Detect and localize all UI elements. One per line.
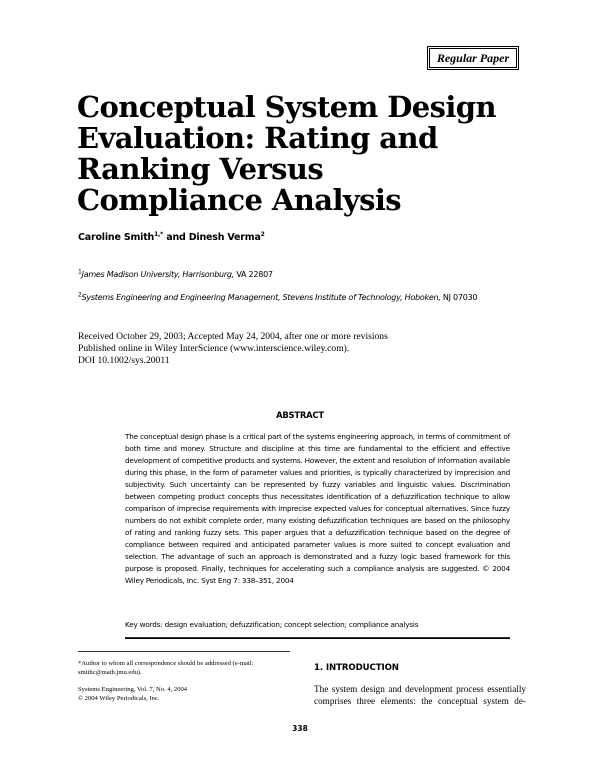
abstract-body: The conceptual design phase is a critical part of the systems engineering approach, in terms of commitment of both time and money. Structure and discipline at this time are fundamental to the efficient and effective development of competitive products and systems. However, the extent and resolution of information available during this phase, in the form of parameter values and priorities, is typically characterized by imprecision and subjectivity. Such uncertainty can be represented by fuzzy variables and linguistic values. Discrimination between competing product concepts thus necessitates identification of a defuzzification technique to allow comparison of imprecise requirements with imprecise expected values for conceptual alternatives. Since fuzzy numbers do not exhibit complete order, many existing defuzzification techniques are based on the philosophy of rating and ranking fuzzy sets. This paper argues that a defuzzification technique based on the degree of compliance between required and anticipated parameter values is more suited to concept evaluation and selection. The advantage of such an approach is demonstrated and a fuzzy logic based framework for this purpose is proposed. Finally, techniques for accelerating such a compliance analysis are suggested. © 2004 Wiley Periodicals, Inc. Syst Eng 7: 338–351, 2004 — [125, 432, 510, 585]
journal-info — [78, 686, 187, 703]
published-line: Published online in Wiley InterScience (www.interscience.wiley.com). — [78, 343, 350, 354]
title-line: Evaluation: Rating and — [77, 121, 438, 155]
author-marker: 1,* — [154, 230, 164, 238]
paper-title — [77, 92, 557, 216]
author-name: Dinesh Verma — [188, 232, 261, 243]
introduction-body — [314, 683, 526, 707]
publication-info — [78, 331, 388, 367]
doi-line: DOI 10.1002/sys.20011 — [78, 355, 170, 366]
affiliation-zip: NJ 07030 — [442, 293, 478, 302]
title-line: Ranking Versus — [77, 152, 324, 186]
section-heading-introduction: 1. INTRODUCTION — [314, 663, 399, 673]
affiliation-marker: 1 — [78, 268, 82, 276]
author-marker: 2 — [260, 230, 265, 238]
affiliation-text: James Madison University, Harrisonburg, — [81, 270, 237, 279]
title-line: Conceptual System Design — [77, 90, 496, 124]
affiliation — [78, 293, 477, 302]
keywords: Key words: design evaluation; defuzzification; concept selection; compliance analysis — [125, 620, 419, 629]
affiliation-marker: 2 — [78, 291, 82, 299]
abstract-heading: ABSTRACT — [276, 410, 324, 420]
affiliation-zip: VA 22807 — [236, 270, 273, 279]
journal-copyright: © 2004 Wiley Periodicals, Inc. — [78, 694, 160, 702]
intro-line: The system design and development process essentially — [314, 684, 526, 694]
paper-type-badge: Regular Paper — [427, 46, 519, 70]
intro-line: comprises three elements: the conceptual system de- — [314, 696, 526, 706]
title-line: Compliance Analysis — [77, 183, 402, 217]
author-connector: and — [163, 232, 189, 243]
author-list — [78, 232, 265, 243]
page-number: 338 — [292, 724, 308, 733]
received-line: Received October 29, 2003; Accepted May 24, 2004, after one or more revisions — [78, 331, 388, 342]
affiliation — [78, 270, 273, 279]
abstract-divider — [125, 637, 510, 639]
journal-citation: Systems Engineering, Vol. 7, No. 4, 2004 — [78, 686, 188, 693]
correspondence-footnote: *Author to whom all correspondence should be addressed (e-mail: smithc@math.jmu.edu). — [78, 660, 254, 676]
footnote-divider — [78, 651, 290, 652]
affiliation-text: Systems Engineering and Engineering Management, Stevens Institute of Technology, Hoboken, — [81, 293, 443, 302]
author-name: Caroline Smith — [78, 232, 155, 243]
